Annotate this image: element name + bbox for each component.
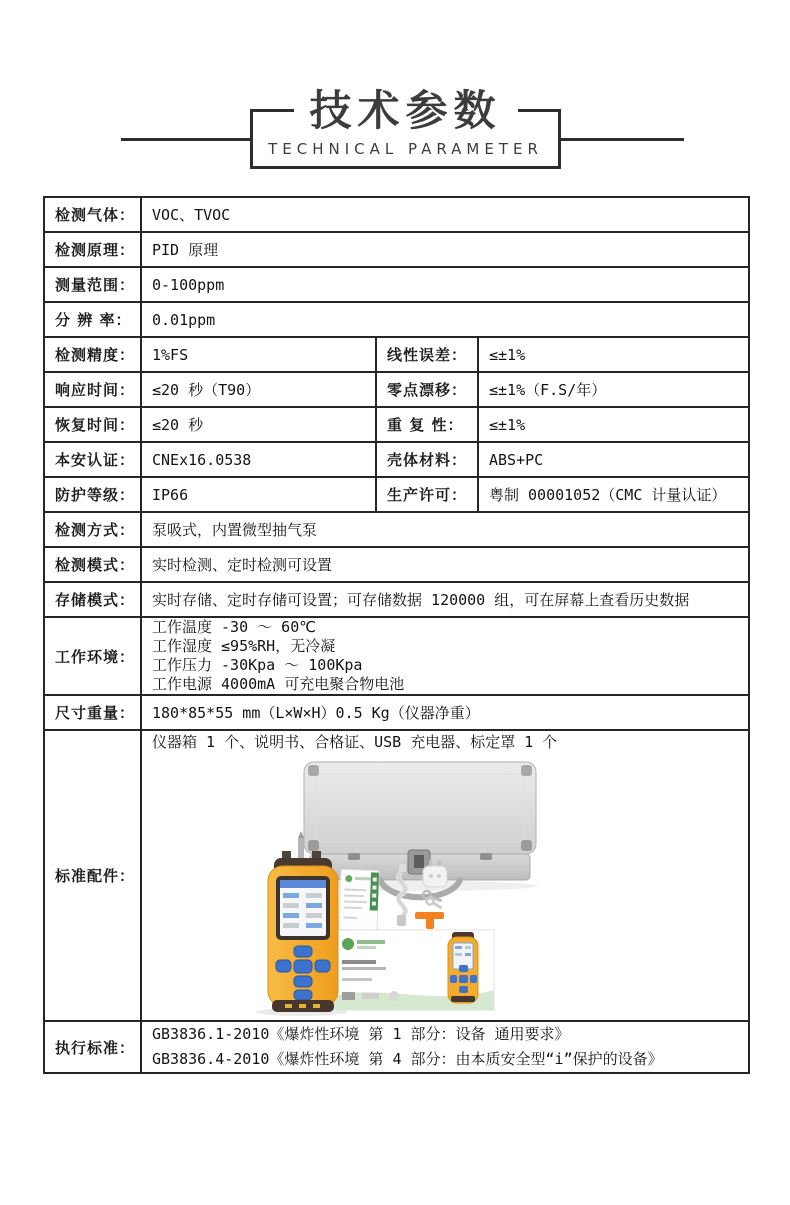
header-title-box [250, 86, 561, 169]
param-label-license: 生产许可： [376, 477, 478, 512]
param-label-is-cert: 本安认证： [44, 442, 141, 477]
page-subtitle: TECHNICAL PARAMETER [268, 140, 543, 158]
param-label-range: 测量范围： [44, 267, 141, 302]
param-label-standards: 执行标准： [44, 1021, 141, 1073]
param-value-repeatability: ≤±1% [478, 407, 749, 442]
table-row [44, 617, 749, 695]
case-latch [348, 853, 360, 860]
case-corner-guard [521, 840, 532, 851]
param-value-storage-mode: 实时存储、定时存储可设置；可存储数据 120000 组，可在屏幕上查看历史数据 [141, 582, 749, 617]
param-label-recovery-time: 恢复时间： [44, 407, 141, 442]
brochure-cert-mark [342, 992, 355, 1000]
work-env-line-pressure: 工作压力 -30Kpa ～ 100Kpa [152, 656, 363, 674]
param-label-principle: 检测原理： [44, 232, 141, 267]
param-label-storage-mode: 存储模式： [44, 582, 141, 617]
page-title: 技术参数 [293, 88, 517, 134]
work-env-line-power: 工作电源 4000mA 可充电聚合物电池 [152, 675, 405, 693]
table-row [44, 477, 749, 512]
param-label-zero-drift: 零点漂移： [376, 372, 478, 407]
param-value-linearity: ≤±1% [478, 337, 749, 372]
param-label-accessories: 标准配件： [44, 730, 141, 1021]
param-label-shell-material: 壳体材料： [376, 442, 478, 477]
brochure-device-picture [448, 932, 478, 1003]
param-value-size-weight: 180*85*55 mm（L×W×H）0.5 Kg（仪器净重） [141, 695, 749, 730]
param-value-detect-gas: VOC、TVOC [141, 197, 749, 232]
brochure-cert-mark [362, 993, 379, 999]
param-value-accessories [141, 730, 749, 1021]
param-value-shell-material: ABS+PC [478, 442, 749, 477]
param-value-protection: IP66 [141, 477, 376, 512]
param-value-resolution: 0.01ppm [141, 302, 749, 337]
param-value-license: 粤制 00001052（CMC 计量认证） [478, 477, 749, 512]
param-value-work-env [141, 617, 749, 695]
table-row [44, 407, 749, 442]
table-row [44, 442, 749, 477]
param-label-size-weight: 尺寸重量： [44, 695, 141, 730]
aluminum-case [304, 762, 536, 897]
table-row [44, 512, 749, 547]
header-rule-right [561, 138, 684, 141]
table-row [44, 1021, 749, 1073]
usb-connector [397, 915, 406, 926]
param-label-protection: 防护等级： [44, 477, 141, 512]
table-row [44, 302, 749, 337]
table-row [44, 547, 749, 582]
work-env-line-temperature: 工作温度 -30 ～ 60℃ [152, 618, 317, 636]
param-label-response-time: 响应时间： [44, 372, 141, 407]
param-value-detect-mode: 实时检测、定时检测可设置 [141, 547, 749, 582]
product-brochure [334, 930, 494, 1010]
param-label-linearity: 线性误差： [376, 337, 478, 372]
manual-card [339, 869, 379, 930]
table-row [44, 695, 749, 730]
page-header [0, 0, 790, 196]
param-value-recovery-time: ≤20 秒 [141, 407, 376, 442]
case-corner-guard [308, 840, 319, 851]
work-env-line-humidity: 工作湿度 ≤95%RH，无冷凝 [152, 637, 336, 655]
brochure-cert-mark [389, 991, 399, 1001]
param-label-detect-mode: 检测模式： [44, 547, 141, 582]
param-label-detect-method: 检测方式： [44, 512, 141, 547]
standard-line-gb3836-4: GB3836.4-2010《爆炸性环境 第 4 部分：由本质安全型“i”保护的设备》 [152, 1050, 663, 1068]
brochure-logo-icon [342, 938, 354, 950]
param-value-standards [141, 1021, 749, 1073]
param-label-repeatability: 重 复 性： [376, 407, 478, 442]
case-corner-guard [521, 765, 532, 776]
table-row [44, 267, 749, 302]
param-label-work-env: 工作环境： [44, 617, 141, 695]
param-value-accuracy: 1%FS [141, 337, 376, 372]
table-row [44, 232, 749, 267]
product-photo [244, 754, 738, 1020]
accessories-list-text: 仪器箱 1 个、说明书、合格证、USB 充电器、标定罩 1 个 [152, 733, 558, 751]
header-rule-left [121, 138, 250, 141]
calibration-cap [415, 912, 444, 929]
case-lock-keyhole [414, 855, 424, 868]
param-value-range: 0-100ppm [141, 267, 749, 302]
standard-line-gb3836-1: GB3836.1-2010《爆炸性环境 第 1 部分：设备 通用要求》 [152, 1025, 570, 1043]
param-value-principle: PID 原理 [141, 232, 749, 267]
param-label-resolution: 分 辨 率： [44, 302, 141, 337]
table-row [44, 197, 749, 232]
table-row [44, 582, 749, 617]
technical-parameter-table [43, 196, 750, 1074]
table-row [44, 372, 749, 407]
param-value-detect-method: 泵吸式，内置微型抽气泵 [141, 512, 749, 547]
param-value-response-time: ≤20 秒（T90） [141, 372, 376, 407]
param-value-is-cert: CNEx16.0538 [141, 442, 376, 477]
accessories-photo-graphic [244, 754, 564, 1016]
case-latch [480, 853, 492, 860]
param-value-zero-drift: ≤±1%（F.S/年） [478, 372, 749, 407]
table-row [44, 730, 749, 1021]
param-label-accuracy: 检测精度： [44, 337, 141, 372]
param-label-detect-gas: 检测气体： [44, 197, 141, 232]
table-row [44, 337, 749, 372]
case-corner-guard [308, 765, 319, 776]
